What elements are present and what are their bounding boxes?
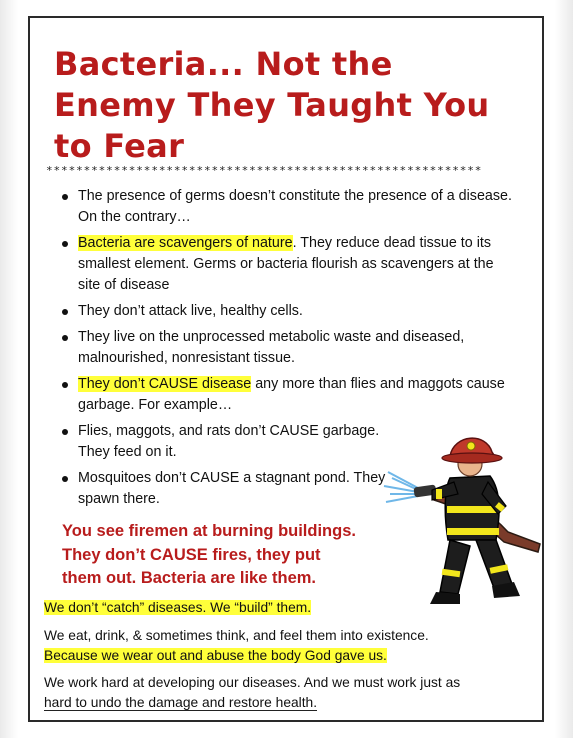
list-item: Flies, maggots, and rats don’t CAUSE garbage. They feed on it. <box>60 421 408 463</box>
catch-line: We don’t “catch” diseases. We “build” them. <box>44 600 312 615</box>
work-line-2: hard to undo the damage and restore health. <box>44 695 318 710</box>
body-line: Because we wear out and abuse the body God gave us. <box>44 648 387 663</box>
highlighted-text: Bacteria are scavengers of nature <box>78 235 293 251</box>
list-item: They live on the unprocessed metabolic waste and diseased, malnourished, nonresistant tissue. <box>60 327 515 369</box>
divider: ********************************************************** <box>46 164 483 177</box>
eat-line: We eat, drink, & sometimes think, and feel them into existence. <box>44 628 429 643</box>
list-item: They don’t attack live, healthy cells. <box>60 301 515 322</box>
list-item: They don’t CAUSE disease any more than flies and maggots cause garbage. For example… <box>60 374 515 416</box>
callout-line: They don’t CAUSE fires, they put <box>62 545 321 564</box>
callout-line: them out. Bacteria are like them. <box>62 569 317 587</box>
work-line-1: We work hard at developing our diseases. And we must work just as <box>44 675 461 690</box>
helmet-icon <box>442 438 502 463</box>
water-spray-icon <box>384 472 418 502</box>
page-title: Bacteria... Not the Enemy They Taught You to Fear <box>54 45 490 165</box>
highlighted-text: They don’t CAUSE disease <box>78 376 252 392</box>
list-item: The presence of germs doesn’t constitute the presence of a disease. On the contrary… <box>60 186 515 228</box>
firefighter-illustration <box>378 420 546 610</box>
callout-line: You see firemen at burning buildings. <box>62 522 356 540</box>
list-item: Bacteria are scavengers of nature. They reduce dead tissue to its smallest element. Germs or bacteria flourish as scavengers at the site of disease <box>60 233 515 296</box>
list-item: Mosquitoes don’t CAUSE a stagnant pond. They spawn there. <box>60 468 408 510</box>
firemen-callout <box>62 520 402 591</box>
